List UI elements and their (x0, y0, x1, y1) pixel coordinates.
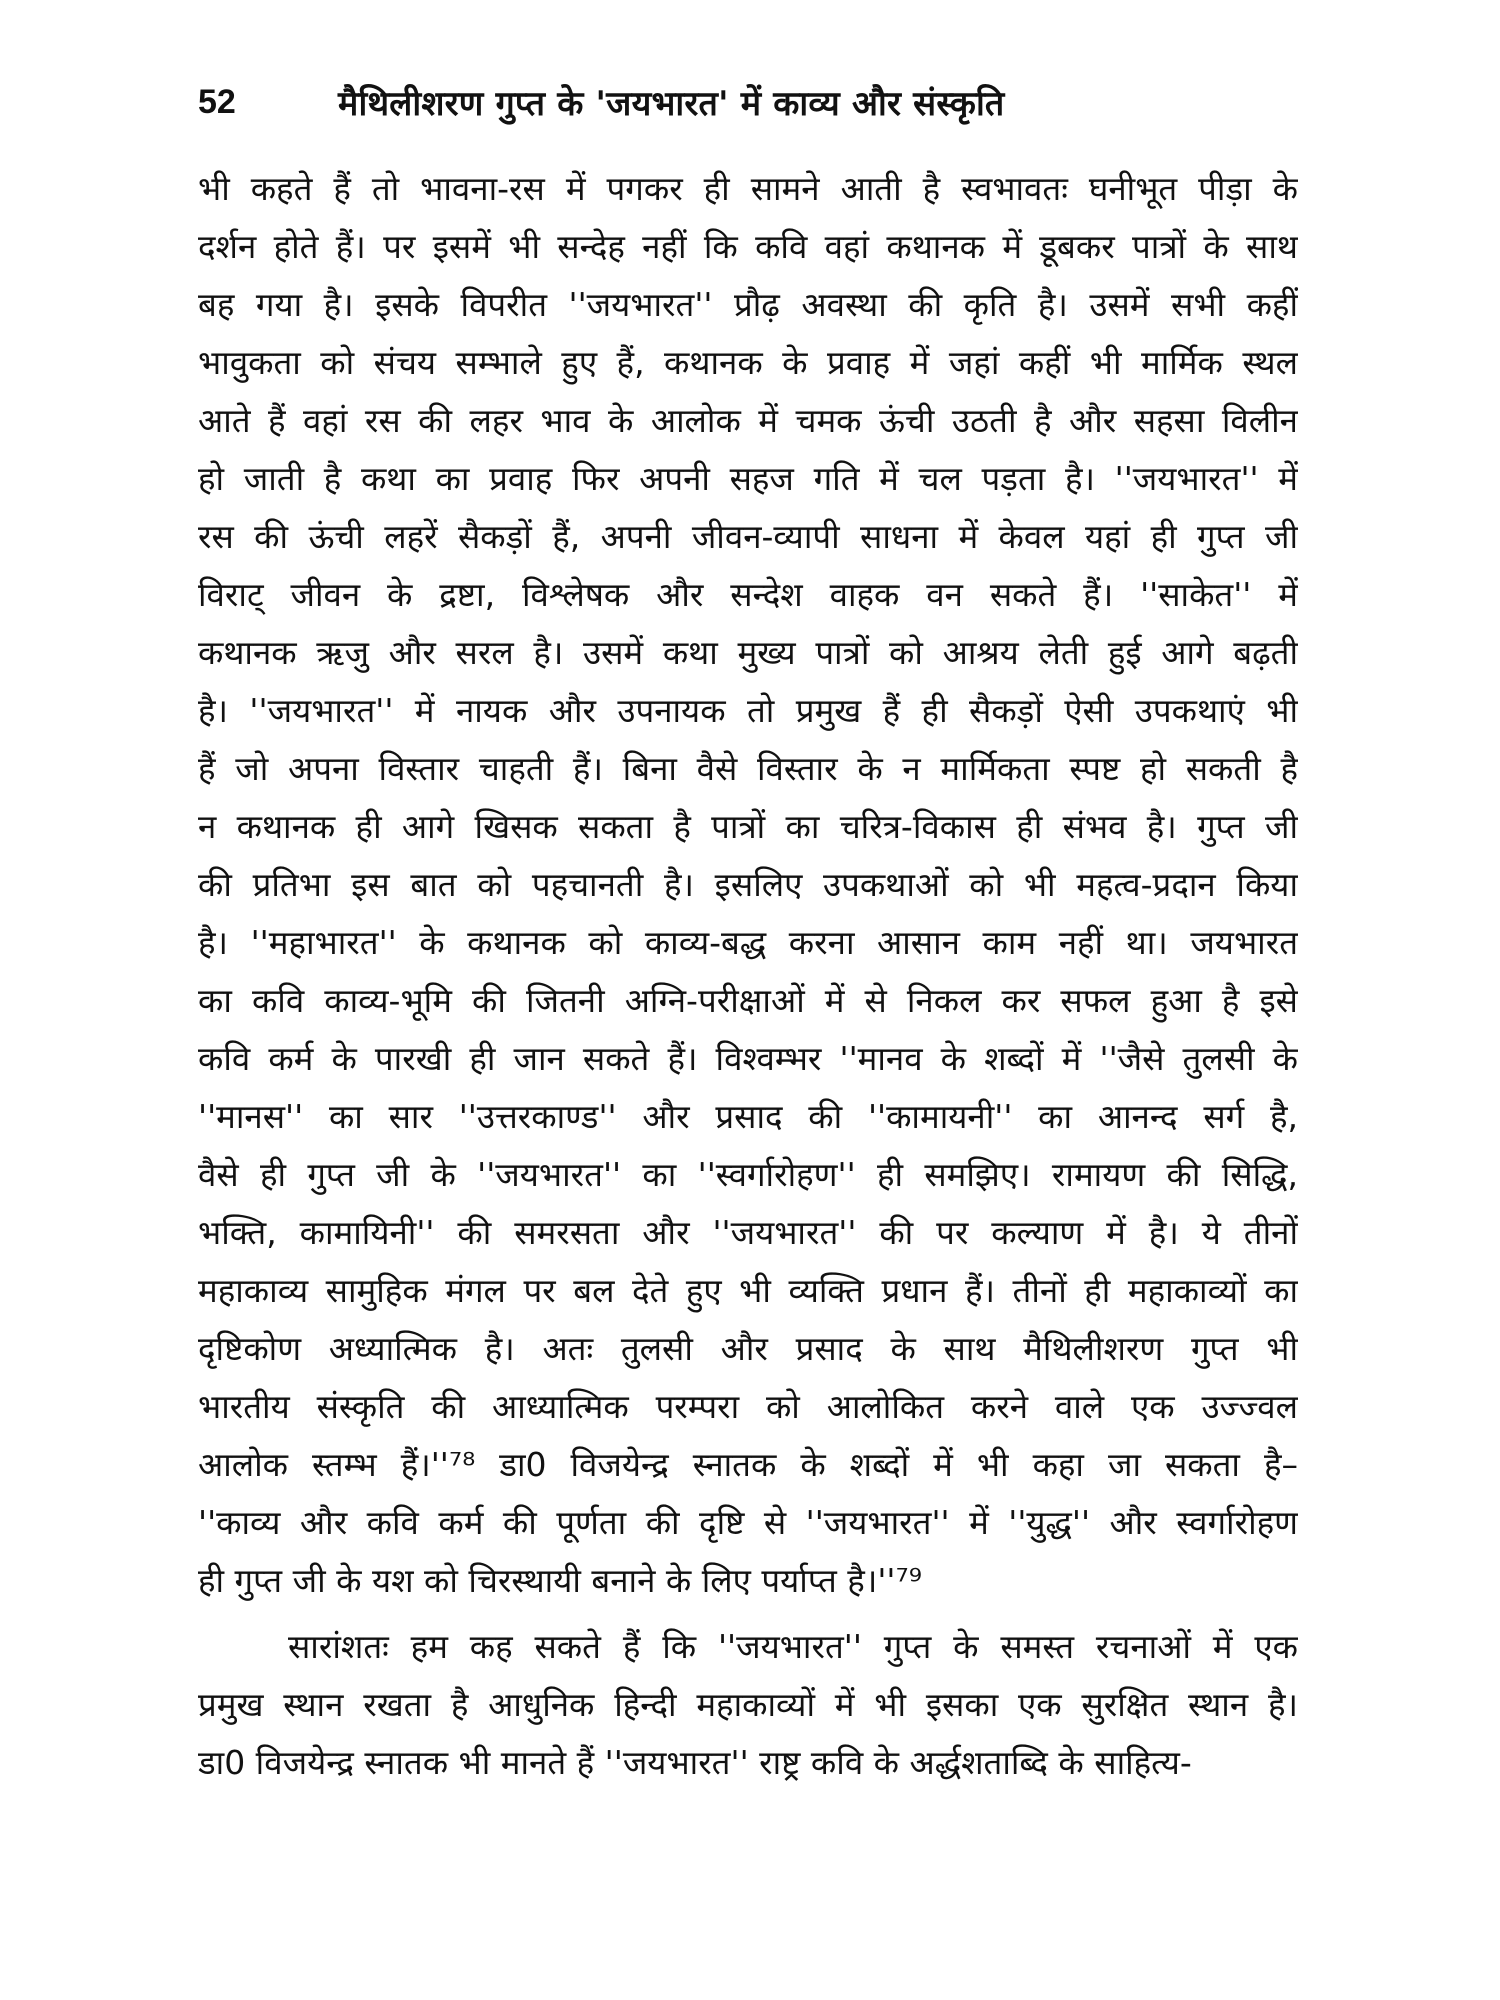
paragraph-1 (198, 160, 1298, 1610)
text-line: कथानक ऋजु और सरल है। उसमें कथा मुख्य पात्रों को आश्रय लेती हुई आगे बढ़ती (198, 633, 1298, 672)
text-line: ''मानस'' का सार ''उत्तरकाण्ड'' और प्रसाद की ''कामायनी'' का आनन्द सर्ग है, (198, 1097, 1298, 1136)
text-line: विराट् जीवन के द्रष्टा, विश्लेषक और सन्देश वाहक वन सकते हैं। ''साकेत'' में (198, 575, 1298, 614)
text-line: का कवि काव्य-भूमि की जितनी अग्नि-परीक्षाओं में से निकल कर सफल हुआ है इसे (198, 981, 1298, 1020)
text-line: न कथानक ही आगे खिसक सकता है पात्रों का चरित्र-विकास ही संभव है। गुप्त जी (198, 807, 1298, 846)
text-line: भक्ति, कामायिनी'' की समरसता और ''जयभारत'' की पर कल्याण में है। ये तीनों (198, 1213, 1298, 1252)
text-line: है। ''महाभारत'' के कथानक को काव्य-बद्ध करना आसान काम नहीं था। जयभारत (198, 923, 1298, 962)
body-text (198, 160, 1298, 1792)
text-line: कवि कर्म के पारखी ही जान सकते हैं। विश्वम्भर ''मानव के शब्दों में ''जैसे तुलसी के (198, 1039, 1298, 1078)
text-line: वैसे ही गुप्त जी के ''जयभारत'' का ''स्वर्गारोहण'' ही समझिए। रामायण की सिद्धि, (198, 1155, 1298, 1194)
text-line: महाकाव्य सामुहिक मंगल पर बल देते हुए भी व्यक्ति प्रधान हैं। तीनों ही महाकाव्यों का (198, 1271, 1298, 1310)
text-line: रस की ऊंची लहरें सैकड़ों हैं, अपनी जीवन-व्यापी साधना में केवल यहां ही गुप्त जी (198, 517, 1298, 556)
text-line: डा0 विजयेन्द्र स्नातक भी मानते हैं ''जयभारत'' राष्ट्र कवि के अर्द्धशताब्दि के साहित्य- (198, 1743, 1192, 1782)
running-title: मैथिलीशरण गुप्त के 'जयभारत' में काव्य और संस्कृति (338, 84, 1005, 124)
text-line: सारांशतः हम कह सकते हैं कि ''जयभारत'' गुप्त के समस्त रचनाओं में एक (288, 1627, 1298, 1666)
text-line: बह गया है। इसके विपरीत ''जयभारत'' प्रौढ़ अवस्था की कृति है। उसमें सभी कहीं (198, 285, 1298, 324)
text-line: आते हैं वहां रस की लहर भाव के आलोक में चमक ऊंची उठती है और सहसा विलीन (198, 401, 1298, 440)
paragraph-gap (198, 1610, 1298, 1618)
text-line: है। ''जयभारत'' में नायक और उपनायक तो प्रमुख हैं ही सैकड़ों ऐसी उपकथाएं भी (198, 691, 1298, 730)
paragraph-2 (198, 1618, 1298, 1792)
text-line: की प्रतिभा इस बात को पहचानती है। इसलिए उपकथाओं को भी महत्व-प्रदान किया (198, 865, 1298, 904)
page-header (198, 72, 1298, 132)
text-line: दर्शन होते हैं। पर इसमें भी सन्देह नहीं कि कवि वहां कथानक में डूबकर पात्रों के साथ (198, 227, 1298, 266)
page-number: 52 (198, 82, 236, 121)
text-line: ''काव्य और कवि कर्म की पूर्णता की दृष्टि से ''जयभारत'' में ''युद्ध'' और स्वर्गारोहण (198, 1503, 1298, 1542)
text-line: हैं जो अपना विस्तार चाहती हैं। बिना वैसे विस्तार के न मार्मिकता स्पष्ट हो सकती है (198, 749, 1298, 788)
text-line: भारतीय संस्कृति की आध्यात्मिक परम्परा को आलोकित करने वाले एक उज्ज्वल (198, 1387, 1298, 1426)
text-line: दृष्टिकोण अध्यात्मिक है। अतः तुलसी और प्रसाद के साथ मैथिलीशरण गुप्त भी (198, 1329, 1298, 1368)
text-line: आलोक स्तम्भ हैं।''⁷⁸ डा0 विजयेन्द्र स्नातक के शब्दों में भी कहा जा सकता है– (198, 1445, 1298, 1484)
text-line: ही गुप्त जी के यश को चिरस्थायी बनाने के लिए पर्याप्त है।''⁷⁹ (198, 1561, 922, 1600)
text-line: भी कहते हैं तो भावना-रस में पगकर ही सामने आती है स्वभावतः घनीभूत पीड़ा के (198, 169, 1298, 208)
text-line: प्रमुख स्थान रखता है आधुनिक हिन्दी महाकाव्यों में भी इसका एक सुरक्षित स्थान है। (198, 1685, 1298, 1724)
text-line: भावुकता को संचय सम्भाले हुए हैं, कथानक के प्रवाह में जहां कहीं भी मार्मिक स्थल (198, 343, 1298, 382)
text-line: हो जाती है कथा का प्रवाह फिर अपनी सहज गति में चल पड़ता है। ''जयभारत'' में (198, 459, 1298, 498)
